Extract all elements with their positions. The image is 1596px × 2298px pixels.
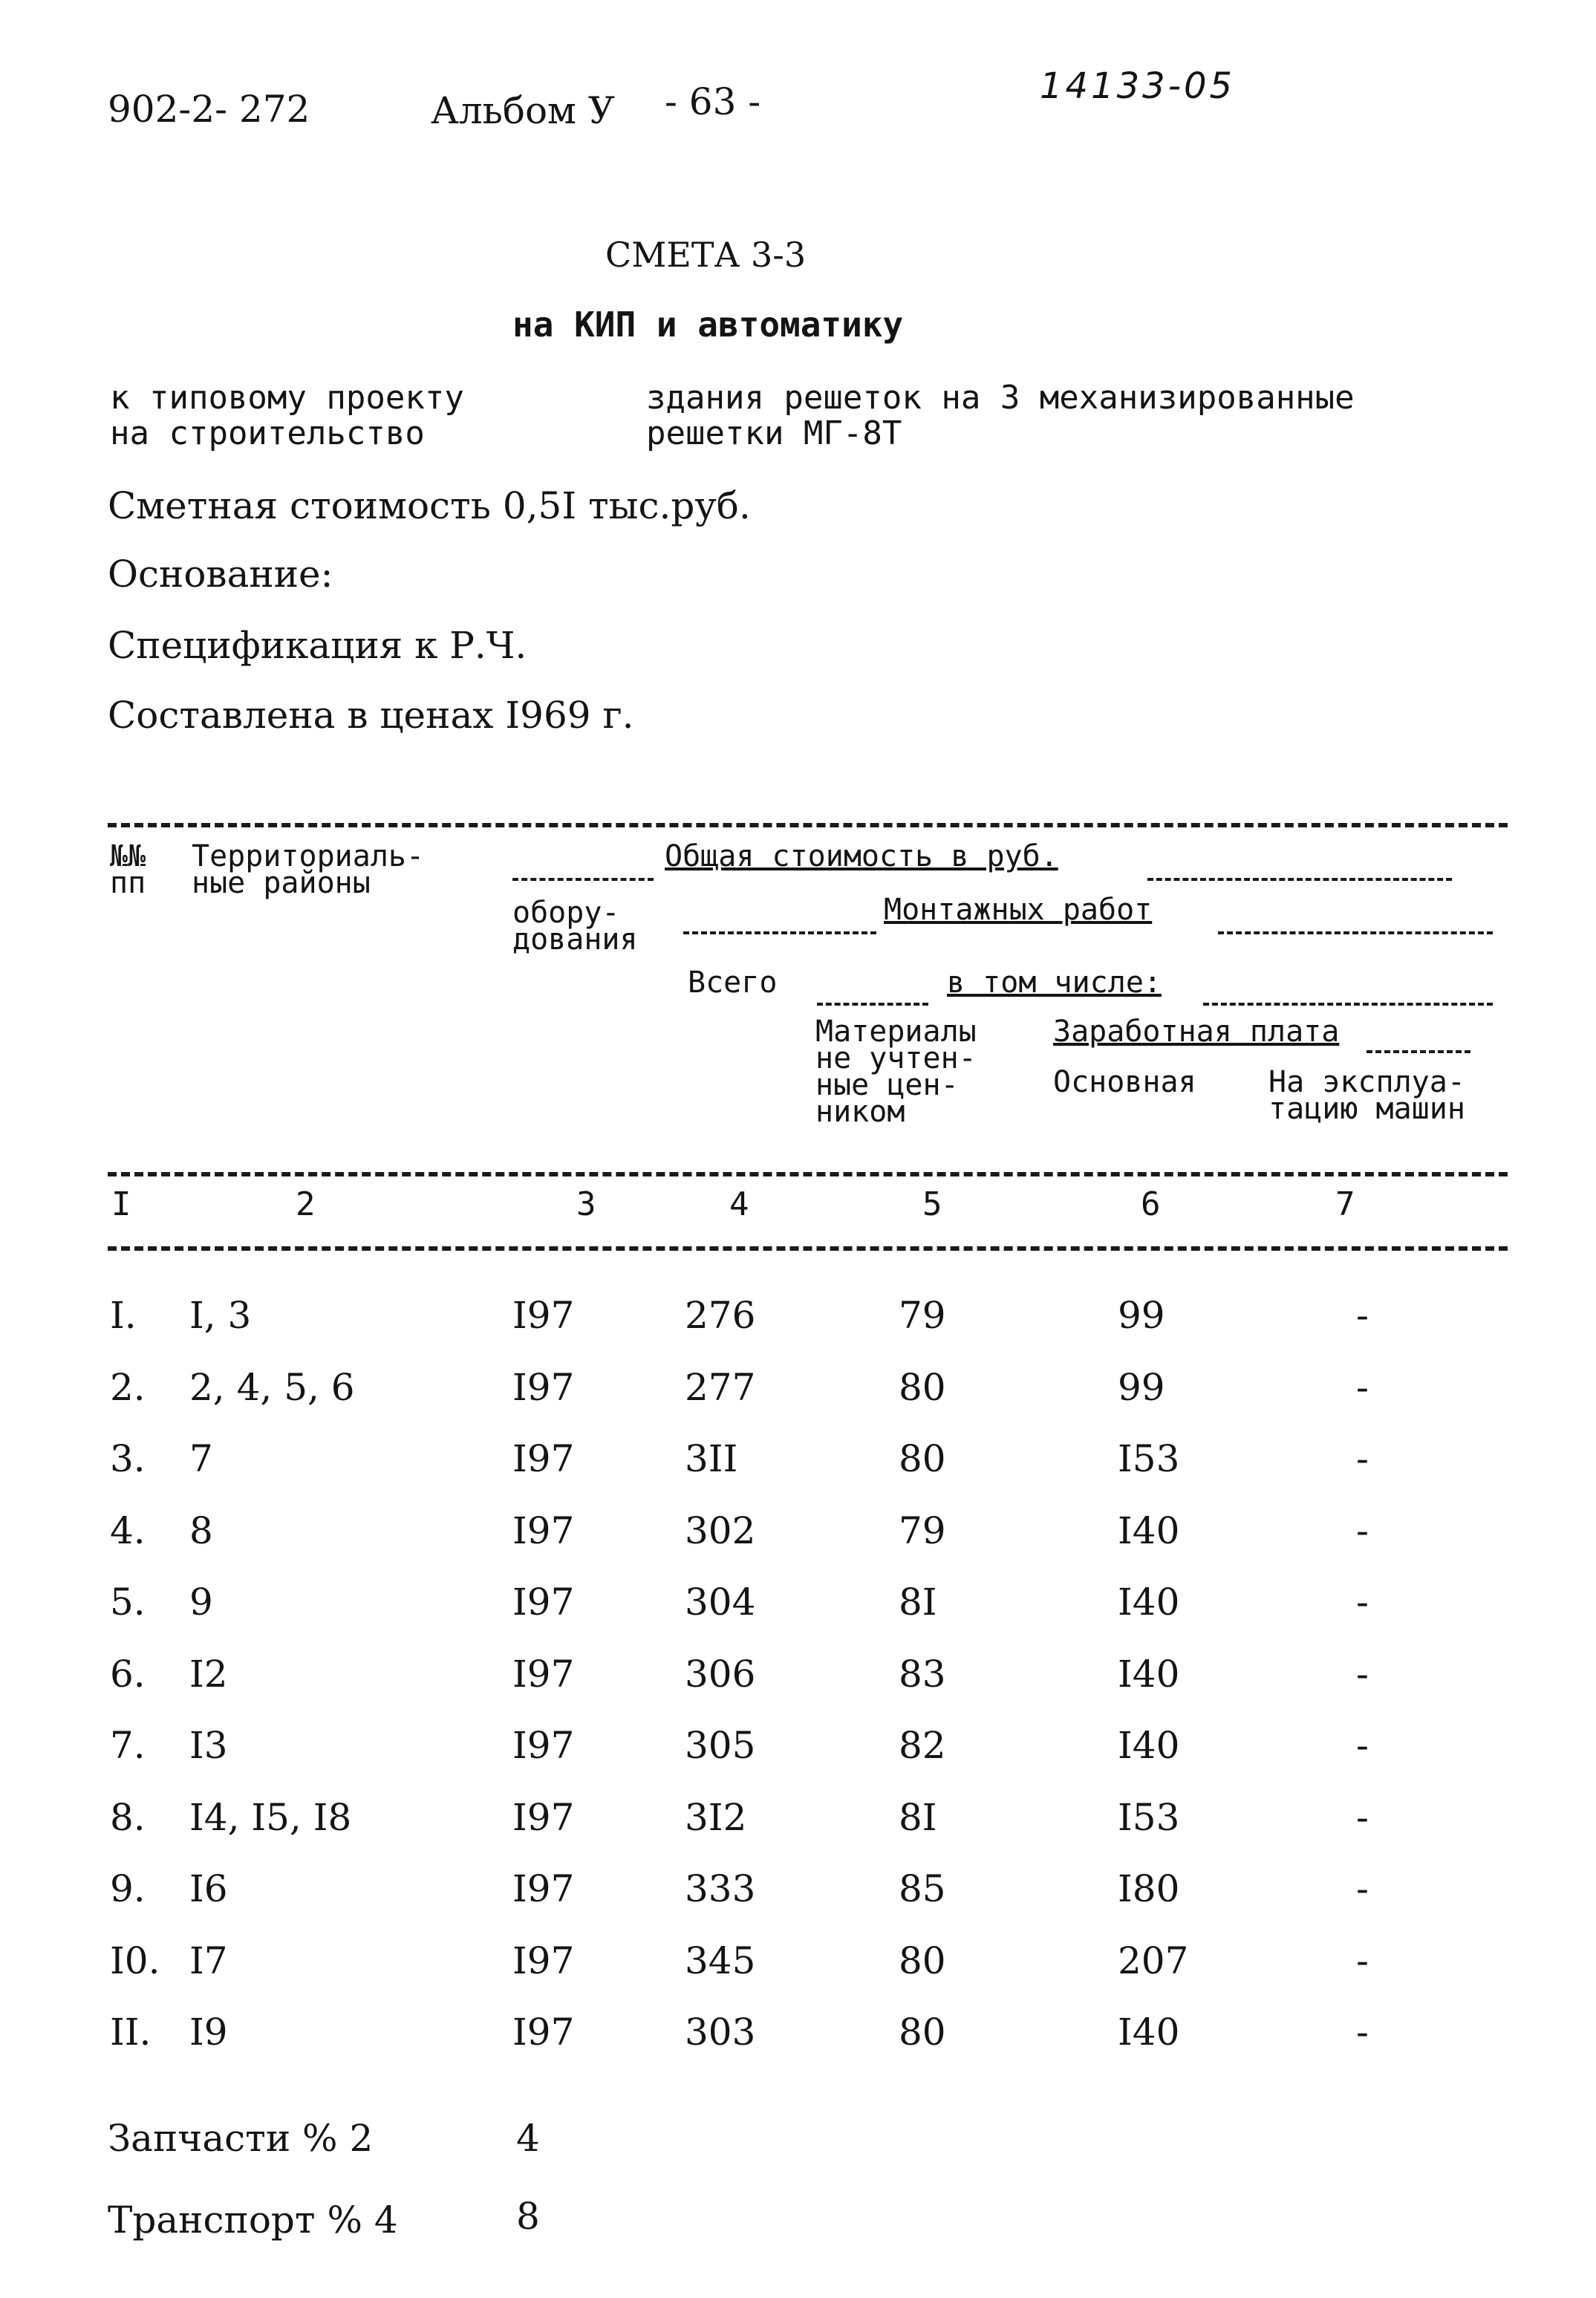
install-rule-left	[683, 931, 876, 934]
row-region: 2, 4, 5, 6	[189, 1366, 355, 1409]
row-salary-basic: I40	[1118, 1724, 1180, 1767]
row-salary-basic: 207	[1118, 1939, 1189, 1982]
row-equipment-cost: I97	[512, 1294, 575, 1337]
row-region: 7	[189, 1437, 213, 1480]
install-rule-right	[1218, 931, 1493, 934]
row-machines: -	[1356, 2011, 1369, 2054]
row-equipment-cost: I97	[512, 1724, 575, 1767]
col-number-1: I	[111, 1185, 131, 1223]
col-materials-header-1: Материалы	[815, 1015, 977, 1049]
row-machines: -	[1356, 1366, 1369, 1409]
row-equipment-cost: I97	[512, 1581, 575, 1624]
specification-line: Спецификация к Р.Ч.	[108, 624, 527, 667]
col-number-3: 3	[576, 1185, 596, 1223]
prices-year-line: Составлена в ценах I969 г.	[108, 694, 634, 737]
col-num-header-2: пп	[110, 866, 146, 900]
row-machines: -	[1356, 1796, 1369, 1839]
row-install-total: 304	[685, 1581, 756, 1624]
row-number: 2.	[110, 1366, 146, 1409]
project-label-1: к типовому проекту	[110, 379, 464, 417]
project-label-2: на строительство	[110, 414, 425, 452]
col-all-header: Всего	[688, 966, 778, 1000]
row-materials: 82	[899, 1724, 946, 1767]
row-install-total: 302	[685, 1509, 756, 1552]
col-equipment-header-1: обору-	[512, 896, 620, 930]
col-install-header: Монтажных работ	[884, 893, 1153, 927]
col-machines-header-2: тацию машин	[1268, 1092, 1465, 1126]
row-machines: -	[1356, 1437, 1369, 1480]
row-region: I4, I5, I8	[189, 1796, 352, 1839]
row-number: I0.	[110, 1939, 160, 1982]
row-equipment-cost: I97	[512, 1366, 575, 1409]
row-materials: 79	[899, 1509, 946, 1552]
col-number-4: 4	[729, 1185, 749, 1223]
row-materials: 79	[899, 1294, 946, 1337]
row-machines: -	[1356, 1724, 1369, 1767]
row-machines: -	[1356, 1509, 1369, 1552]
row-number: 8.	[110, 1796, 146, 1839]
row-materials: 8I	[899, 1796, 937, 1839]
project-value-2: решетки МГ-8Т	[646, 414, 902, 452]
row-salary-basic: I40	[1118, 1653, 1180, 1696]
col-region-header-1: Территориаль-	[192, 839, 425, 873]
row-machines: -	[1356, 1653, 1369, 1696]
row-salary-basic: I40	[1118, 1509, 1180, 1552]
row-install-total: 345	[685, 1939, 756, 1982]
spare-parts-label: Запчасти % 2	[108, 2117, 374, 2160]
column-numbers-rule	[108, 1246, 1508, 1251]
col-materials-header-2: не учтен-	[815, 1041, 977, 1075]
row-materials: 85	[899, 1867, 946, 1910]
row-install-total: 305	[685, 1724, 756, 1767]
row-number: 7.	[110, 1724, 146, 1767]
spare-parts-value: 4	[516, 2117, 540, 2160]
row-install-total: 276	[685, 1294, 756, 1337]
row-machines: -	[1356, 1867, 1369, 1910]
row-equipment-cost: I97	[512, 1796, 575, 1839]
row-equipment-cost: I97	[512, 1939, 575, 1982]
row-salary-basic: 99	[1118, 1294, 1165, 1337]
row-install-total: 306	[685, 1653, 756, 1696]
col-number-7: 7	[1335, 1185, 1355, 1223]
transport-label: Транспорт % 4	[108, 2198, 398, 2242]
handwritten-code: 14133-05	[1040, 65, 1236, 107]
row-salary-basic: I40	[1118, 1581, 1180, 1624]
col-number-5: 5	[922, 1185, 942, 1223]
row-salary-basic: I53	[1118, 1796, 1180, 1839]
col-incl-header: в том числе:	[947, 966, 1162, 1000]
row-materials: 80	[899, 1939, 946, 1982]
row-number: I.	[110, 1294, 137, 1337]
total-cost-rule-right	[1147, 878, 1452, 881]
col-materials-header-4: ником	[815, 1095, 905, 1129]
row-salary-basic: 99	[1118, 1366, 1165, 1409]
project-code: 902-2- 272	[108, 88, 310, 131]
col-number-2: 2	[296, 1185, 316, 1223]
col-salary-header: Заработная плата	[1053, 1015, 1340, 1049]
row-equipment-cost: I97	[512, 1437, 575, 1480]
row-region: 8	[189, 1509, 213, 1552]
row-machines: -	[1356, 1294, 1369, 1337]
row-region: I2	[189, 1653, 228, 1696]
col-materials-header-3: ные цен-	[815, 1068, 959, 1102]
row-region: I3	[189, 1724, 228, 1767]
row-equipment-cost: I97	[512, 1509, 575, 1552]
row-number: 4.	[110, 1509, 146, 1552]
row-materials: 8I	[899, 1581, 937, 1624]
basis-label: Основание:	[108, 553, 333, 596]
header-bottom-rule	[108, 1172, 1508, 1176]
row-number: 9.	[110, 1867, 146, 1910]
album-label: Альбом У	[431, 89, 615, 132]
col-basic-header: Основная	[1053, 1065, 1196, 1099]
row-materials: 80	[899, 2011, 946, 2054]
col-number-6: 6	[1141, 1185, 1161, 1223]
row-machines: -	[1356, 1581, 1369, 1624]
col-region-header-2: ные районы	[192, 866, 371, 900]
row-region: I, 3	[189, 1294, 252, 1337]
row-install-total: 3II	[685, 1437, 738, 1480]
row-region: I6	[189, 1867, 228, 1910]
row-region: I9	[189, 2011, 228, 2054]
col-total-cost-header: Общая стоимость в руб.	[665, 839, 1058, 873]
row-region: 9	[189, 1581, 213, 1624]
col-machines-header-1: На эксплуа-	[1268, 1065, 1465, 1099]
col-num-header-1: №№	[110, 839, 146, 873]
row-equipment-cost: I97	[512, 1653, 575, 1696]
row-install-total: 3I2	[685, 1796, 747, 1839]
row-salary-basic: I40	[1118, 2011, 1180, 2054]
row-number: 6.	[110, 1653, 146, 1696]
row-number: 5.	[110, 1581, 146, 1624]
row-equipment-cost: I97	[512, 2011, 575, 2054]
total-cost-rule-left	[512, 878, 654, 881]
row-materials: 83	[899, 1653, 946, 1696]
table-top-rule	[108, 823, 1508, 827]
row-number: 3.	[110, 1437, 146, 1480]
page-number: - 63 -	[665, 80, 761, 123]
incl-rule-left	[817, 1003, 928, 1006]
row-materials: 80	[899, 1437, 946, 1480]
row-equipment-cost: I97	[512, 1867, 575, 1910]
incl-rule-right	[1203, 1003, 1493, 1006]
row-machines: -	[1356, 1939, 1369, 1982]
estimate-title: СМЕТА 3-3	[605, 235, 807, 275]
estimated-cost: Сметная стоимость 0,5I тыс.руб.	[108, 484, 751, 527]
transport-value: 8	[516, 2195, 540, 2238]
col-equipment-header-2: дования	[512, 922, 638, 957]
row-region: I7	[189, 1939, 228, 1982]
estimate-subtitle: на КИП и автоматику	[512, 305, 904, 345]
salary-rule	[1367, 1050, 1470, 1053]
row-install-total: 333	[685, 1867, 756, 1910]
row-install-total: 277	[685, 1366, 756, 1409]
row-install-total: 303	[685, 2011, 756, 2054]
row-salary-basic: I53	[1118, 1437, 1180, 1480]
row-number: II.	[110, 2011, 152, 2054]
row-materials: 80	[899, 1366, 946, 1409]
row-salary-basic: I80	[1118, 1867, 1180, 1910]
project-value-1: здания решеток на 3 механизированные	[646, 379, 1355, 417]
